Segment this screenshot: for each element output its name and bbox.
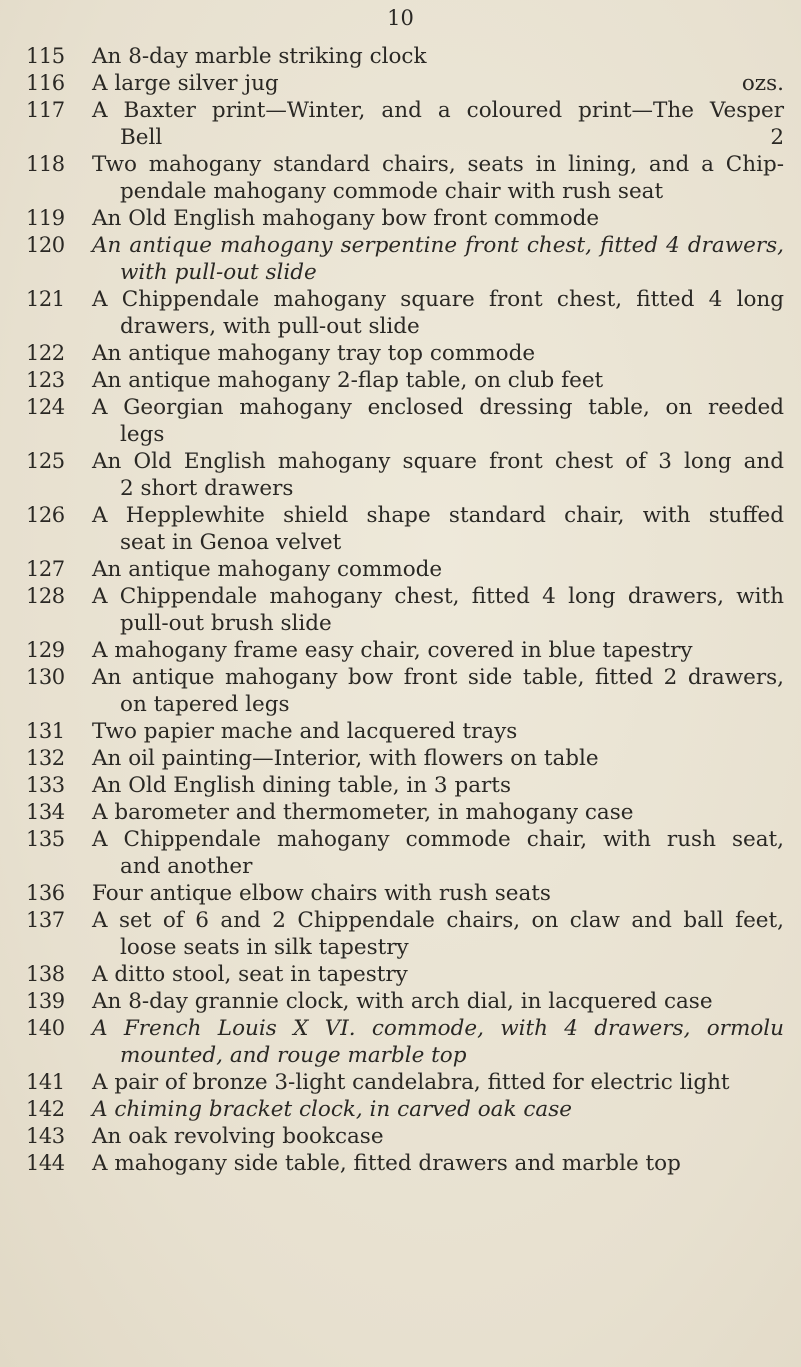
lot-entry [26,664,784,718]
lot-number: 117 [26,98,65,122]
lot-number: 136 [26,881,65,905]
lot-description-line: An Old English mahogany bow front commode [92,206,600,231]
lot-description-line: An oak revolving bookcase [92,1124,384,1149]
lot-entry [26,718,784,745]
lot-description [92,205,784,232]
lot-description-line: A barometer and thermometer, in mahogany case [92,800,634,825]
lot-description [92,1150,784,1177]
lot-description [92,151,784,205]
lot-number: 135 [26,827,65,851]
lot-number: 144 [26,1151,65,1175]
lot-number: 134 [26,800,65,824]
lot-number: 121 [26,287,65,311]
lot-description [92,772,784,799]
lot-description [92,1096,784,1123]
lot-entry [26,1150,784,1177]
lot-number: 127 [26,557,65,581]
lot-description-line [92,70,784,97]
lot-entry [26,799,784,826]
lot-description-line: Two papier mache and lacquered trays [92,719,518,744]
lot-note: ozs. [741,71,784,96]
lot-description [92,961,784,988]
lot-number: 143 [26,1124,65,1148]
lot-description-line [92,124,784,151]
lot-entry [26,97,784,151]
lot-number: 115 [26,44,65,68]
lot-description-line: seat in Genoa velvet [120,530,342,555]
lot-description-line: A Chippendale mahogany square front chest, fitted 4 long [92,287,784,312]
lot-entry [26,772,784,799]
lot-description-line: An Old English mahogany square front chest of 3 long and [92,449,784,474]
lot-entry [26,394,784,448]
lot-description-line: A Chippendale mahogany chest, fitted 4 long drawers, with [92,584,784,609]
lot-entry [26,1123,784,1150]
lot-description [92,340,784,367]
lot-entry [26,340,784,367]
lot-description-line: drawers, with pull-out slide [120,314,420,339]
lot-entry [26,961,784,988]
lot-description [92,799,784,826]
lot-number: 129 [26,638,65,662]
lot-entry [26,556,784,583]
lot-entry [26,1069,784,1096]
lot-description [92,1015,784,1069]
lot-entry [26,745,784,772]
lot-entry [26,583,784,637]
lot-entry [26,988,784,1015]
lot-number: 125 [26,449,65,473]
lot-description-line: An antique mahogany tray top commode [92,341,536,366]
lot-number: 119 [26,206,65,230]
lot-description-line: on tapered legs [120,692,290,717]
lot-list [26,43,784,1177]
lot-description-line: pull-out brush slide [120,611,332,636]
lot-number: 126 [26,503,65,527]
lot-description-line: An antique mahogany 2-flap table, on club feet [92,368,604,393]
lot-description-line: An oil painting—Interior, with flowers on table [92,746,599,771]
lot-number: 138 [26,962,65,986]
lot-description-line: An Old English dining table, in 3 parts [92,773,511,798]
lot-description-line: loose seats in silk tapestry [120,935,409,960]
lot-description [92,394,784,448]
lot-description [92,907,784,961]
lot-description [92,232,784,286]
lot-number: 141 [26,1070,65,1094]
lot-description-line: and another [120,854,253,879]
lot-number: 142 [26,1097,65,1121]
lot-description [92,718,784,745]
lot-description [92,502,784,556]
lot-entry [26,232,784,286]
lot-description-line: Four antique elbow chairs with rush seats [92,881,551,906]
lot-number: 131 [26,719,65,743]
lot-description [92,988,784,1015]
lot-entry [26,826,784,880]
lot-description [92,1123,784,1150]
lot-entry [26,205,784,232]
lot-description [92,583,784,637]
lot-description-line: A French Louis X VI. commode, with 4 drawers, ormolu [92,1016,784,1041]
lot-description-text: A large silver jug [92,71,279,96]
lot-description-line: A pair of bronze 3-light candelabra, fitted for electric light [92,1070,730,1095]
lot-number: 116 [26,71,65,95]
lot-note: 2 [770,125,784,150]
lot-description [92,745,784,772]
lot-description-line: An 8-day grannie clock, with arch dial, in lacquered case [92,989,713,1014]
lot-number: 123 [26,368,65,392]
lot-description-line: pendale mahogany commode chair with rush seat [120,179,664,204]
lot-description-line: 2 short drawers [120,476,294,501]
lot-description-line: An 8-day marble striking clock [92,44,427,69]
lot-entry [26,151,784,205]
lot-description [92,43,784,70]
lot-description [92,637,784,664]
lot-description-line: An antique mahogany serpentine front chest, fitted 4 drawers, [92,233,784,258]
lot-number: 122 [26,341,65,365]
lot-description [92,70,784,97]
lot-description-line: A Hepplewhite shield shape standard chair, with stuffed [92,503,784,528]
lot-description-line: An antique mahogany bow front side table, fitted 2 drawers, [92,665,784,690]
lot-entry [26,637,784,664]
lot-description-line: A set of 6 and 2 Chippendale chairs, on claw and ball feet, [92,908,784,933]
lot-description [92,97,784,151]
lot-description [92,556,784,583]
lot-description-line: A mahogany side table, fitted drawers and marble top [92,1151,681,1176]
lot-entry [26,286,784,340]
lot-description [92,664,784,718]
lot-entry [26,907,784,961]
lot-number: 118 [26,152,65,176]
lot-description [92,286,784,340]
lot-number: 140 [26,1016,65,1040]
lot-description [92,448,784,502]
lot-description-line: A Baxter print—Winter, and a coloured print—The Vesper [92,98,784,123]
lot-number: 139 [26,989,65,1013]
lot-number: 137 [26,908,65,932]
lot-entry [26,43,784,70]
lot-number: 132 [26,746,65,770]
lot-number: 124 [26,395,65,419]
lot-number: 120 [26,233,65,257]
lot-entry [26,448,784,502]
lot-entry [26,367,784,394]
lot-description [92,367,784,394]
lot-number: 133 [26,773,65,797]
lot-entry [26,1015,784,1069]
lot-description-line: with pull-out slide [120,260,317,285]
lot-description-line: A mahogany frame easy chair, covered in blue tapestry [92,638,693,663]
lot-entry [26,502,784,556]
lot-number: 130 [26,665,65,689]
lot-description-line: A Georgian mahogany enclosed dressing table, on reeded [92,395,784,420]
lot-description-line: mounted, and rouge marble top [120,1043,467,1068]
lot-description-line: legs [120,422,165,447]
lot-description [92,826,784,880]
lot-description-line: Two mahogany standard chairs, seats in lining, and a Chip- [92,152,784,177]
lot-number: 128 [26,584,65,608]
lot-entry [26,880,784,907]
lot-description-line: An antique mahogany commode [92,557,443,582]
lot-description-line: A chiming bracket clock, in carved oak case [92,1097,572,1122]
lot-description-text: Bell [120,125,163,150]
lot-description [92,1069,784,1096]
page-number: 10 [387,6,414,30]
lot-description-line: A ditto stool, seat in tapestry [92,962,408,987]
lot-description-line: A Chippendale mahogany commode chair, with rush seat, [92,827,784,852]
lot-entry [26,70,784,97]
lot-description [92,880,784,907]
lot-entry [26,1096,784,1123]
